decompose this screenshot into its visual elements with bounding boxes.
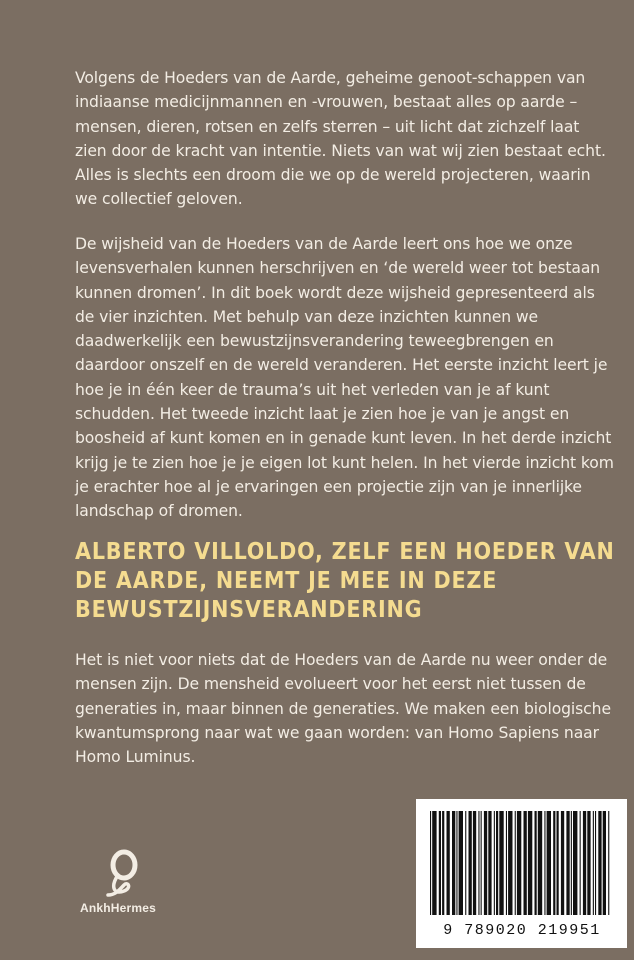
barcode-bar [573, 811, 577, 915]
barcode-bar [473, 811, 476, 915]
barcode-bar [583, 811, 586, 915]
barcode-bar [452, 811, 455, 915]
barcode-bar [432, 811, 436, 915]
barcode-bar [506, 811, 507, 915]
isbn-barcode [416, 799, 627, 948]
barcode-bar [481, 811, 482, 915]
barcode-bar [484, 811, 487, 915]
barcode-bar [547, 811, 551, 915]
barcode-bar [524, 811, 527, 915]
barcode-bar [494, 811, 495, 915]
barcode-bar [595, 811, 596, 915]
barcode-bar [571, 811, 572, 915]
barcode-bar [508, 811, 512, 915]
blurb-paragraph-3: Het is niet voor niets dat de Hoeders van de Aarde nu weer onder de mensen zijn. De mensheid evolueert voor het eerst niet tussen de generaties in, maar binnen de generaties. We maken een biologische kwantumsprong naar wat we gaan worden: van Homo Sapiens naar Homo Luminus. [75, 651, 611, 767]
barcode-bar [587, 811, 590, 915]
barcode-bar [535, 811, 537, 915]
blurb-paragraph-2: De wijsheid van de Hoeders van de Aarde leert ons hoe we onze levensverhalen kunnen herschrijven en ‘de wereld weer tot bestaan kunnen dromen’. In dit boek wordt deze wijsheid gepresenteerd als de vier inzichten. Met behulp van deze inzichten kunnen we daadwerkelijk een bewustzijnsverandering teweegbrengen en daardoor onszelf en de wereld veranderen. Het eerste inzicht leert je hoe je in één keer de trauma’s uit het verleden van je af kunt schudden. Het tweede inzicht laat je zien hoe je van je angst en boosheid af kunt komen en in genade kunt leven. In het derde inzicht krijg je te zien hoe je je eigen lot kunt helen. In het vierde inzicht kom je erachter hoe al je ervaringen een projectie zijn van je innerlijke landschap of dromen. [75, 235, 614, 521]
barcode-bar [528, 811, 532, 915]
barcode-bar [439, 811, 441, 915]
barcode-bar [538, 811, 542, 915]
barcode-bar [561, 811, 564, 915]
barcode-bar [447, 811, 450, 915]
author-headline: ALBERTO VILLOLDO, ZELF EEN HOEDER VAN DE AARDE, NEEMT JE MEE IN DEZE BEWUSTZIJNSVERANDERING [75, 539, 615, 623]
publisher-name: AnkhHermes [80, 901, 157, 915]
barcode-bar [478, 811, 479, 915]
barcode-bar [517, 811, 521, 915]
barcode-bar [557, 811, 559, 915]
barcode-bar [608, 811, 609, 915]
barcode-bar [456, 811, 457, 915]
barcode-bar [593, 811, 594, 915]
barcode-bar [553, 811, 555, 915]
barcode-bar [544, 811, 545, 915]
barcode-bar [442, 811, 444, 915]
isbn-number: 9 789020 219951 [443, 922, 601, 939]
barcode-bar [496, 811, 498, 915]
barcode-bar [566, 811, 569, 915]
barcode-bar [459, 811, 463, 915]
ankh-icon [104, 849, 144, 899]
publisher-logo [80, 849, 170, 924]
barcode-bar [598, 811, 601, 915]
barcode-bar [465, 811, 466, 915]
barcode-bar [430, 811, 431, 915]
barcode-bar [469, 811, 472, 915]
barcode-bars [428, 811, 612, 915]
barcode-bar [488, 811, 491, 915]
barcode-bar [499, 811, 503, 915]
barcode-bar [603, 811, 606, 915]
barcode-bar [515, 811, 516, 915]
blurb-paragraph-1: Volgens de Hoeders van de Aarde, geheime genoot-schappen van indiaanse medicijnmannen en -vrouwen, bestaat alles op aarde – mensen, dieren, rotsen en zelfs sterren – uit licht dat zichzelf laat zien door de kracht van intentie. Niets van wat wij zien bestaat echt. Alles is slechts een droom die we op de wereld projecteren, waarin we collectief geloven. [75, 69, 606, 209]
barcode-bar [580, 811, 581, 915]
